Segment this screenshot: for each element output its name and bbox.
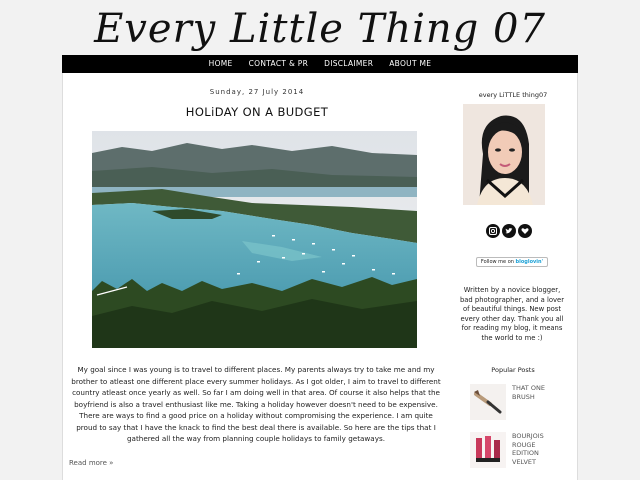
bloglovin-brand: bloglovin' (515, 259, 544, 265)
post-date: Sunday, 27 July 2014 (209, 88, 305, 96)
nav-item-home[interactable]: HOME (208, 59, 233, 68)
popular-posts-heading: Popular Posts (491, 366, 535, 374)
top-nav-bar (62, 55, 578, 73)
profile-photo (463, 104, 545, 205)
twitter-icon[interactable] (502, 224, 516, 238)
popular-post-title[interactable]: THAT ONE BRUSH (512, 384, 545, 401)
popular-post-thumbnail-lipstick[interactable] (470, 432, 506, 468)
popular-post-title[interactable]: BOURJOIS ROUGE EDITION VELVET (512, 432, 544, 466)
post-excerpt: My goal since I was young is to travel to different places. My parents always try to take me and my brother to atleast one different place every summer holidays. As I got older, I aim to travel to different country atleast once yearly as well. So far I am doing well in that area. Of course it also helps that the boyfriend is also a travel enthusiast like me. Taking a holiday however doesn't need to be expensive. There are ways to find a good price on a holiday without compromising the experience. I am quite proud to say that I have the knack to find the best deal there is available. So here are the tips that I gathered all the way from planning couple holidays to family getaways. (71, 365, 441, 443)
post-photo-island-bay (92, 131, 417, 348)
instagram-icon[interactable] (486, 224, 500, 238)
bloglovin-prefix: Follow me on (480, 259, 514, 265)
popular-post-thumbnail-brush[interactable] (470, 384, 506, 420)
popular-post-item[interactable] (470, 384, 552, 420)
heart-icon[interactable] (518, 224, 532, 238)
nav-item-about-me[interactable]: ABOUT ME (389, 59, 432, 68)
nav-item-disclaimer[interactable]: DISCLAIMER (324, 59, 374, 68)
nav-item-contact[interactable]: CONTACT & PR (248, 59, 309, 68)
profile-heading: every LiTTLE thing07 (478, 91, 548, 99)
post-title[interactable]: HOLiDAY ON A BUDGET (185, 105, 329, 119)
read-more-link[interactable]: Read more » (69, 459, 114, 467)
about-blurb: Written by a novice blogger, bad photographer, and a lover of beautiful things. New post every other day. Thank you all for reading my blog, it means the world to me :) (459, 286, 565, 342)
social-icons (486, 224, 532, 238)
bloglovin-follow-button[interactable] (476, 257, 548, 267)
blog-title[interactable]: Every Little Thing 07 (94, 6, 546, 52)
popular-post-item[interactable] (470, 432, 552, 468)
